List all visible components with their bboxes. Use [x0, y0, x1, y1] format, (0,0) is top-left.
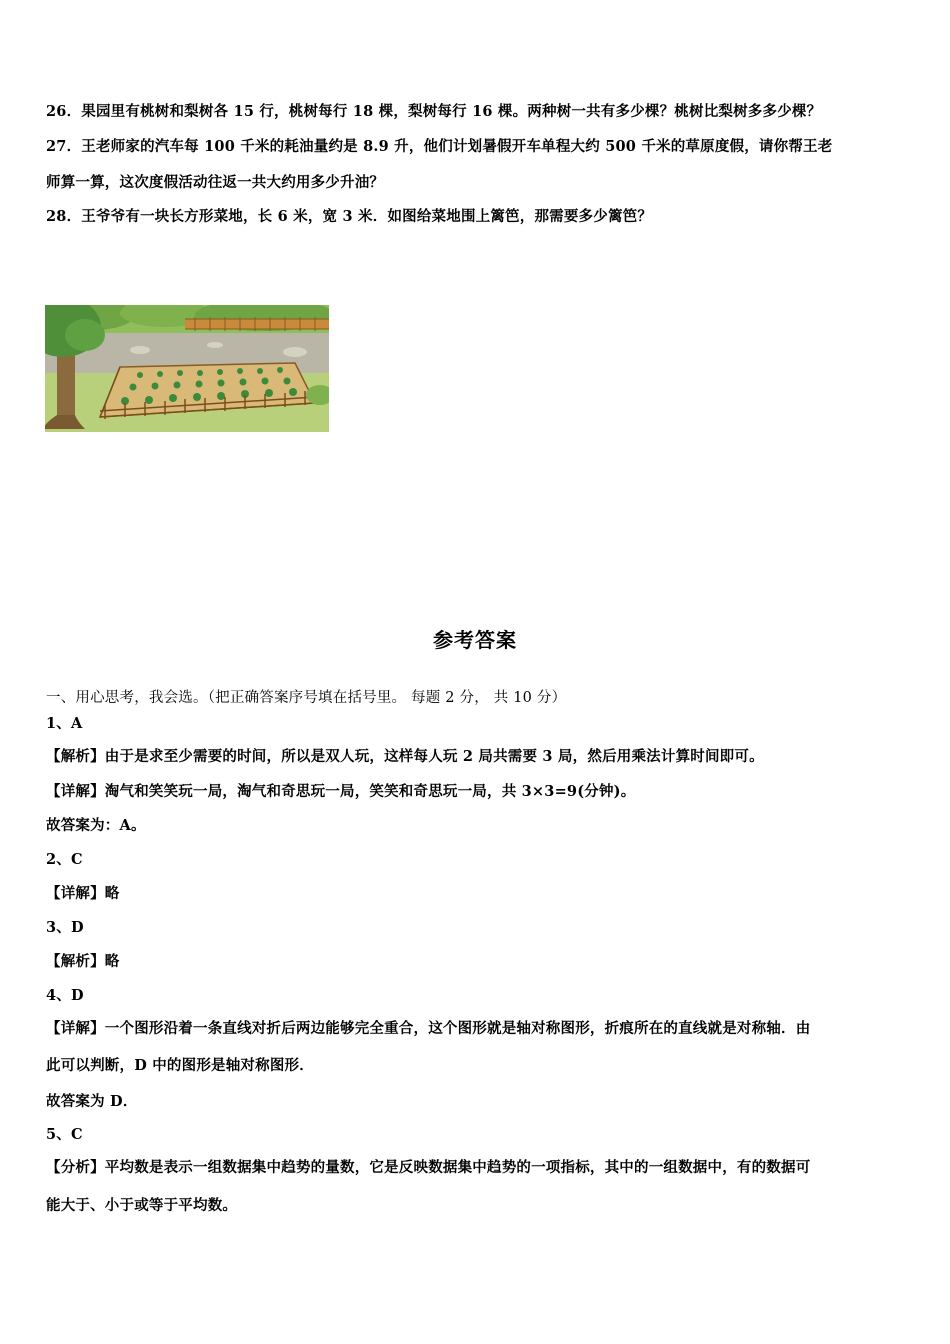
answers-title: 参考答案: [433, 628, 517, 652]
question-28: 28．王爷爷有一块长方形菜地，长 6 米，宽 3 米．如图给菜地围上篱笆，那需要多少篱笆？: [46, 208, 653, 225]
answer-5-analysis: 【分析】平均数是表示一组数据集中趋势的量数，它是反映数据集中趋势的一项指标，其中的一组数据中，有的数据可: [46, 1159, 811, 1176]
answer-1-analysis: 【解析】由于是求至少需要的时间，所以是双人玩，这样每人玩 2 局共需要 3 局，然后用乘法计算时间即可。: [46, 748, 764, 765]
question-27: 27．王老师家的汽车每 100 千米的耗油量约是 8.9 升，他们计划暑假开车单程大约 500 千米的草原度假，请你帮王老: [46, 138, 833, 155]
answer-2-label: 2、C: [46, 851, 83, 868]
vegetable-garden-fence-illustration: [45, 305, 329, 432]
answer-5-label: 5、C: [46, 1126, 83, 1143]
answer-3-label: 3、D: [46, 919, 84, 936]
answer-1-label: 1、A: [46, 715, 83, 732]
answer-4-conclusion: 故答案为 D．: [46, 1093, 138, 1110]
answer-4-label: 4、D: [46, 987, 84, 1004]
answer-1-conclusion: 故答案为：A。: [46, 817, 146, 834]
answer-2-detail: 【详解】略: [46, 885, 120, 902]
question-27-continued: 师算一算，这次度假活动往返一共大约用多少升油？: [46, 174, 385, 191]
answer-3-analysis: 【解析】略: [46, 953, 120, 970]
section-heading: 一、用心思考，我会选。（把正确答案序号填在括号里。 每题 2 分， 共 10 分）: [46, 690, 567, 706]
answer-4-detail: 【详解】一个图形沿着一条直线对折后两边能够完全重合，这个图形就是轴对称图形，折痕所在的直线就是对称轴．由: [46, 1020, 811, 1037]
question-26: 26．果园里有桃树和梨树各 15 行，桃树每行 18 棵，梨树每行 16 棵。两种树一共有多少棵？桃树比梨树多多少棵？: [46, 103, 822, 120]
answer-5-analysis-continued: 能大于、小于或等于平均数。: [46, 1197, 238, 1214]
answer-1-detail: 【详解】淘气和笑笑玩一局，淘气和奇思玩一局，笑笑和奇思玩一局，共 3×3=9(分钟)。: [46, 783, 636, 800]
answer-4-detail-continued: 此可以判断，D 中的图形是轴对称图形．: [46, 1057, 314, 1074]
